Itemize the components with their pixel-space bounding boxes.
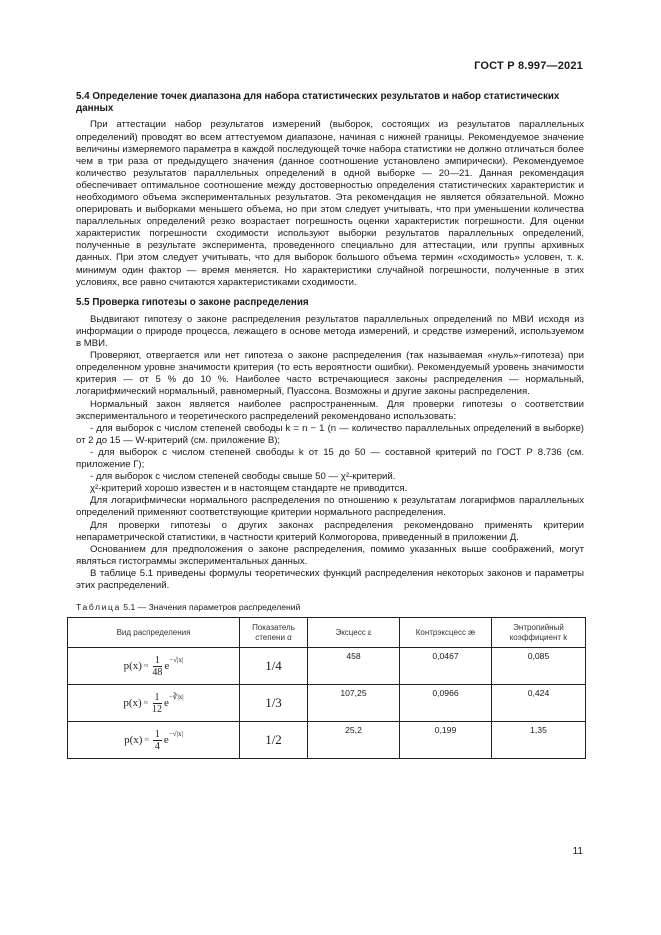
formula-approx: ≈ [143,661,149,671]
header-counter-excess: Контрэксцесс æ [400,618,492,648]
formula-e: e [164,660,170,673]
formula-p: p(x) [124,734,143,747]
excess-value: 458 [308,648,400,685]
bullet-w-criterion: - для выборок с числом степеней свободы k = n − 1 (n — количество параллельных определений в выборке) от 2 до 15 — W-критерий (см. приложение В); [76,422,584,446]
chi2-note: χ²-критерий хорошо известен и в настоящем стандарте не приводится. [90,483,408,495]
document-body [76,91,584,759]
table-caption [76,601,584,613]
formula-exponent: −√|x| [169,656,184,665]
counter-excess-value: 0,0467 [400,648,492,685]
standard-code: ГОСТ Р 8.997—2021 [474,60,583,72]
formula-exponent: −∛|x| [168,693,184,702]
section-5-5-title: 5.5 Проверка гипотезы о законе распределения [76,296,309,308]
header-excess: Эксцесс ε [308,618,400,648]
fraction-denominator: 12 [152,703,163,715]
formula-fraction [153,729,162,752]
formula-e: e [163,734,169,747]
entropy-coef-value: 0,085 [492,648,586,685]
counter-excess-value: 0,199 [400,722,492,759]
section-5-4-title: 5.4 Определение точек диапазона для набора статистических результатов и набор статистических данных [76,91,560,115]
formula-p: p(x) [123,697,142,710]
formula-cell [68,685,240,722]
table-row [68,722,586,759]
table-row [68,685,586,722]
fraction-denominator: 4 [154,740,160,752]
paragraph-hypothesis: Выдвигают гипотезу о законе распределения результатов параллельных определений по МВИ исходя из информации о природе процесса, лежащего в основе метода измерений, и средстве измерений, используемом в МВИ. [76,313,584,350]
formula-approx: ≈ [144,735,149,745]
alpha-value: 1/3 [240,685,308,722]
table-row [68,648,586,685]
paragraph-nonparametric: Для проверки гипотезы о других законах распределения рекомендовано применять критерии непараметрической статистики, в частности критерий Колмогорова, приведенный в приложении Д. [76,519,584,543]
entropy-coef-value: 0,424 [492,685,586,722]
fraction-numerator: 1 [154,728,160,740]
paragraph-lognormal: Для логарифмически нормального распределения по отношению к результатам логарифмов параллельных определений применяют соответствующие критерии нормального распределения. [76,495,584,519]
formula-exponent: −√|x| [168,730,183,739]
table-caption-label: Таблица [76,602,121,613]
paragraph-normal-law: Нормальный закон является наиболее распространенным. Для проверки гипотезы о соответствии экспериментального и теоретического распределений рекомендовано использовать: [76,398,584,422]
paragraph-table-ref: В таблице 5.1 приведены формулы теоретических функций распределения некоторых законов и параметры этих распределений. [76,567,584,591]
fraction-numerator: 1 [154,691,160,703]
distribution-params-table [67,617,586,759]
fraction-denominator: 48 [152,666,163,678]
excess-value: 107,25 [308,685,400,722]
section-5-4-paragraph: При аттестации набор результатов измерений (выборок, состоящих из результатов параллельных определений) проводят во всем аттестуемом диапазоне, начиная с нижней границы. Рекомендуемое значение величины измеряемого параметра в каждой последующей точке набора статистики не должно отличаться более чем в три раза от предыдущего значения (данное соотношение установлено эмпирически). Рекомендуемое количество результатов параллельных определений в одной выборке — 20—21. Данная рекомендация обеспечивает оптимальное соотношение между достоверностью определения статистических характеристик и необходимого объема экспериментальных результатов. Эта рекомендация не является обязательной. Можно оперировать и выборками меньшего объема, но при этом следует учитывать, что при уменьшении количества параллельных определений резко возрастает погрешность оценки характеристик погрешности. Для оценки характеристик погрешности сходимости используют выборки результатов параллельных определений, полученные в результате эксперимента, проведенного специально для аттестации, или группы архивных данных. При этом следует учитывать, что для выборок большого объема термин «сходимость» условен, т. к. минимум один фактор — время меняется. Но характеристики случайной погрешности, полученные в этих условиях, все равно считаются характеристиками сходимости. [76,119,584,288]
counter-excess-value: 0,0966 [400,685,492,722]
formula [68,729,239,752]
formula [68,692,239,715]
formula-p: p(x) [123,660,142,673]
formula-approx: ≈ [143,698,149,708]
alpha-value: 1/4 [240,648,308,685]
formula [68,655,239,678]
header-entropy-coef: Энтропийный коэффициент k [492,618,586,648]
fraction-numerator: 1 [154,654,160,666]
bullet-composite-criterion: - для выборок с числом степеней свободы k от 15 до 50 — составной критерий по ГОСТ Р 8.736 (см. приложение Г); [76,446,584,471]
formula-cell [68,648,240,685]
header-distribution-type: Вид распределения [68,618,240,648]
entropy-coef-value: 1,35 [492,722,586,759]
paragraph-check: Проверяют, отвергается или нет гипотеза о законе распределения (так называемая «нуль»-гипотеза) при определенном уровне значимости критерия (то есть вероятности ошибки). Рекомендуемый уровень значимости критерия — от 5 % до 10 %. Наиболее часто встречающиеся законы распределения — нормальный, логарифмический нормальный, равномерный, Пуассона. Возможны и другие законы распределения. [76,350,584,398]
excess-value: 25,2 [308,722,400,759]
formula-fraction [152,692,162,715]
formula-cell [68,722,240,759]
bullet-chi2-criterion: - для выборок с числом степеней свободы свыше 50 — χ²-критерий. [90,471,396,483]
page-number: 11 [572,846,583,857]
alpha-value: 1/2 [240,722,308,759]
formula-fraction [152,655,162,678]
paragraph-histograms: Основанием для предположения о законе распределения, помимо указанных выше соображений, могут являться гистограммы экспериментальных данных. [76,543,584,567]
table-header-row [68,618,586,648]
table-caption-text: 5.1 — Значения параметров распределений [123,602,301,613]
formula-e: e [164,697,169,710]
header-alpha: Показатель степени α [240,618,308,648]
